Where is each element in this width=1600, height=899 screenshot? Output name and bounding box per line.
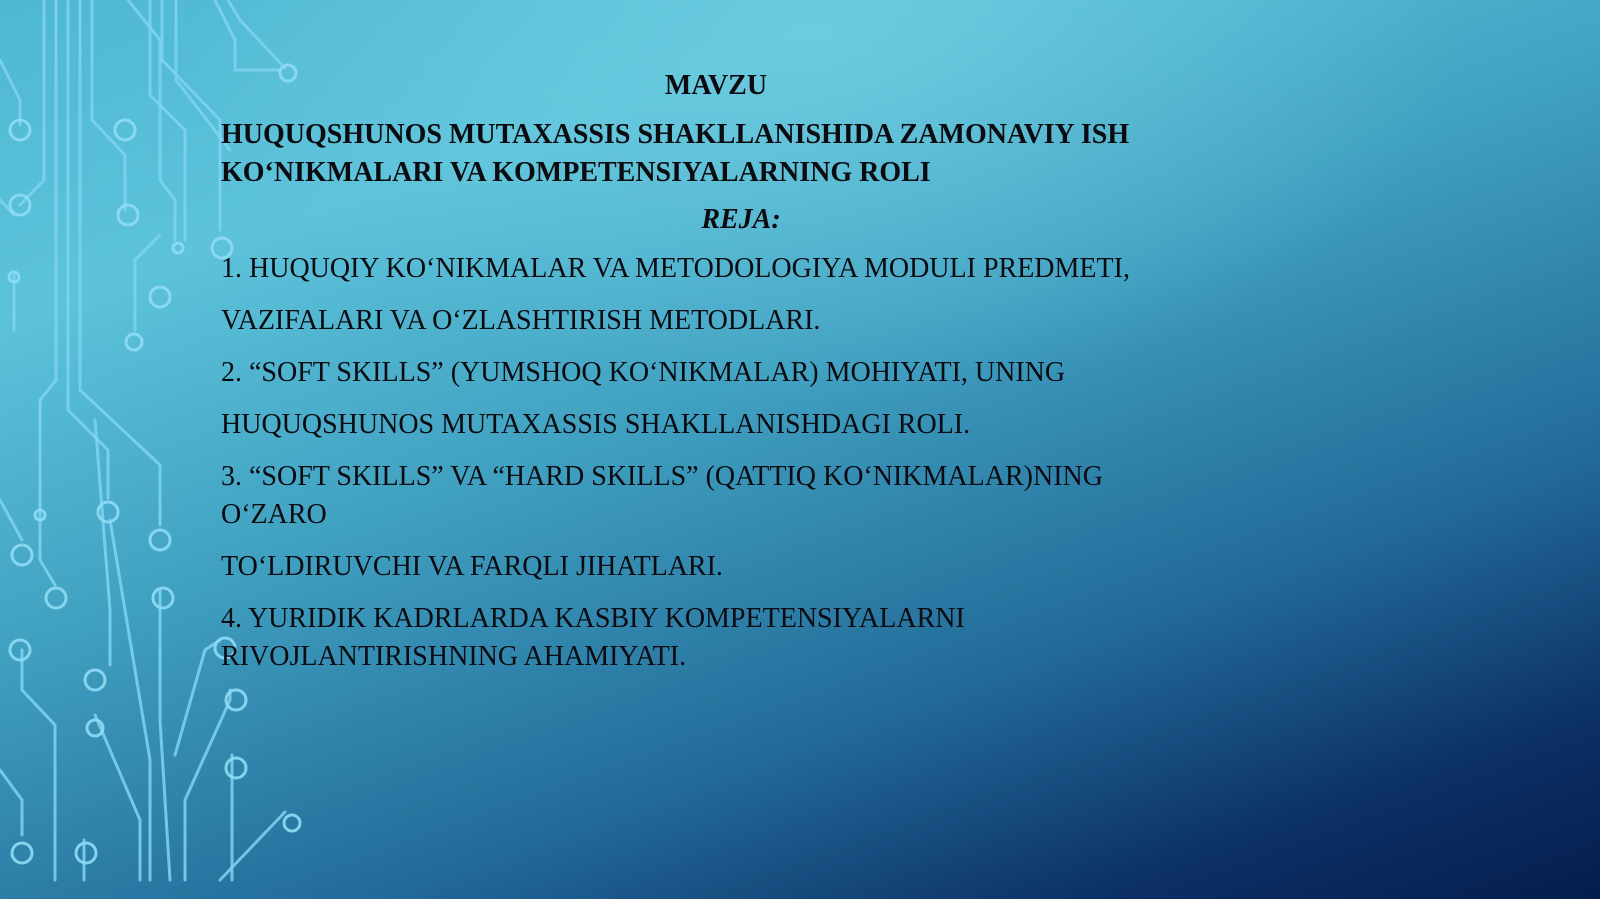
plan-item-text: RIVOJLANTIRISHNING AHAMIYATI. xyxy=(221,641,687,672)
plan-item-text: O‘ZARO xyxy=(221,499,327,530)
plan-item-text: HUQUQSHUNOS MUTAXASSIS SHAKLLANISHDAGI ROLI. xyxy=(221,409,971,440)
slide-content xyxy=(221,64,1211,676)
plan-item-text: TO‘LDIRUVCHI VA FARQLI JIHATLARI. xyxy=(221,551,723,582)
topic-line: KO‘NIKMALARI VA KOMPETENSIYALARNING ROLI xyxy=(221,157,931,188)
plan-item xyxy=(221,600,1211,676)
plan-item xyxy=(221,250,1211,288)
plan-item xyxy=(221,354,1211,392)
plan-item-text: 3. “SOFT SKILLS” VA “HARD SKILLS” (QATTIQ KO‘NIKMALAR)NING xyxy=(221,461,1103,492)
plan-item-text: 2. “SOFT SKILLS” (YUMSHOQ KO‘NIKMALAR) MOHIYATI, UNING xyxy=(221,357,1066,388)
plan-item xyxy=(221,548,1211,586)
plan-item-text: VAZIFALARI VA O‘ZLASHTIRISH METODLARI. xyxy=(221,305,821,336)
plan-item xyxy=(221,302,1211,340)
plan-item xyxy=(221,458,1211,534)
plan-list xyxy=(221,250,1211,676)
plan-item xyxy=(221,406,1211,444)
plan-label: REJA: xyxy=(701,204,781,235)
slide-heading: MAVZU xyxy=(664,70,768,101)
slide-topic xyxy=(221,116,1211,192)
plan-item-text: 4. YURIDIK KADRLARDA KASBIY KOMPETENSIYALARNI xyxy=(221,603,965,634)
plan-item-text: 1. HUQUQIY KO‘NIKMALAR VA METODOLOGIYA MODULI PREDMETI, xyxy=(221,253,1130,284)
topic-line: HUQUQSHUNOS MUTAXASSIS SHAKLLANISHIDA ZAMONAVIY ISH xyxy=(221,119,1130,150)
